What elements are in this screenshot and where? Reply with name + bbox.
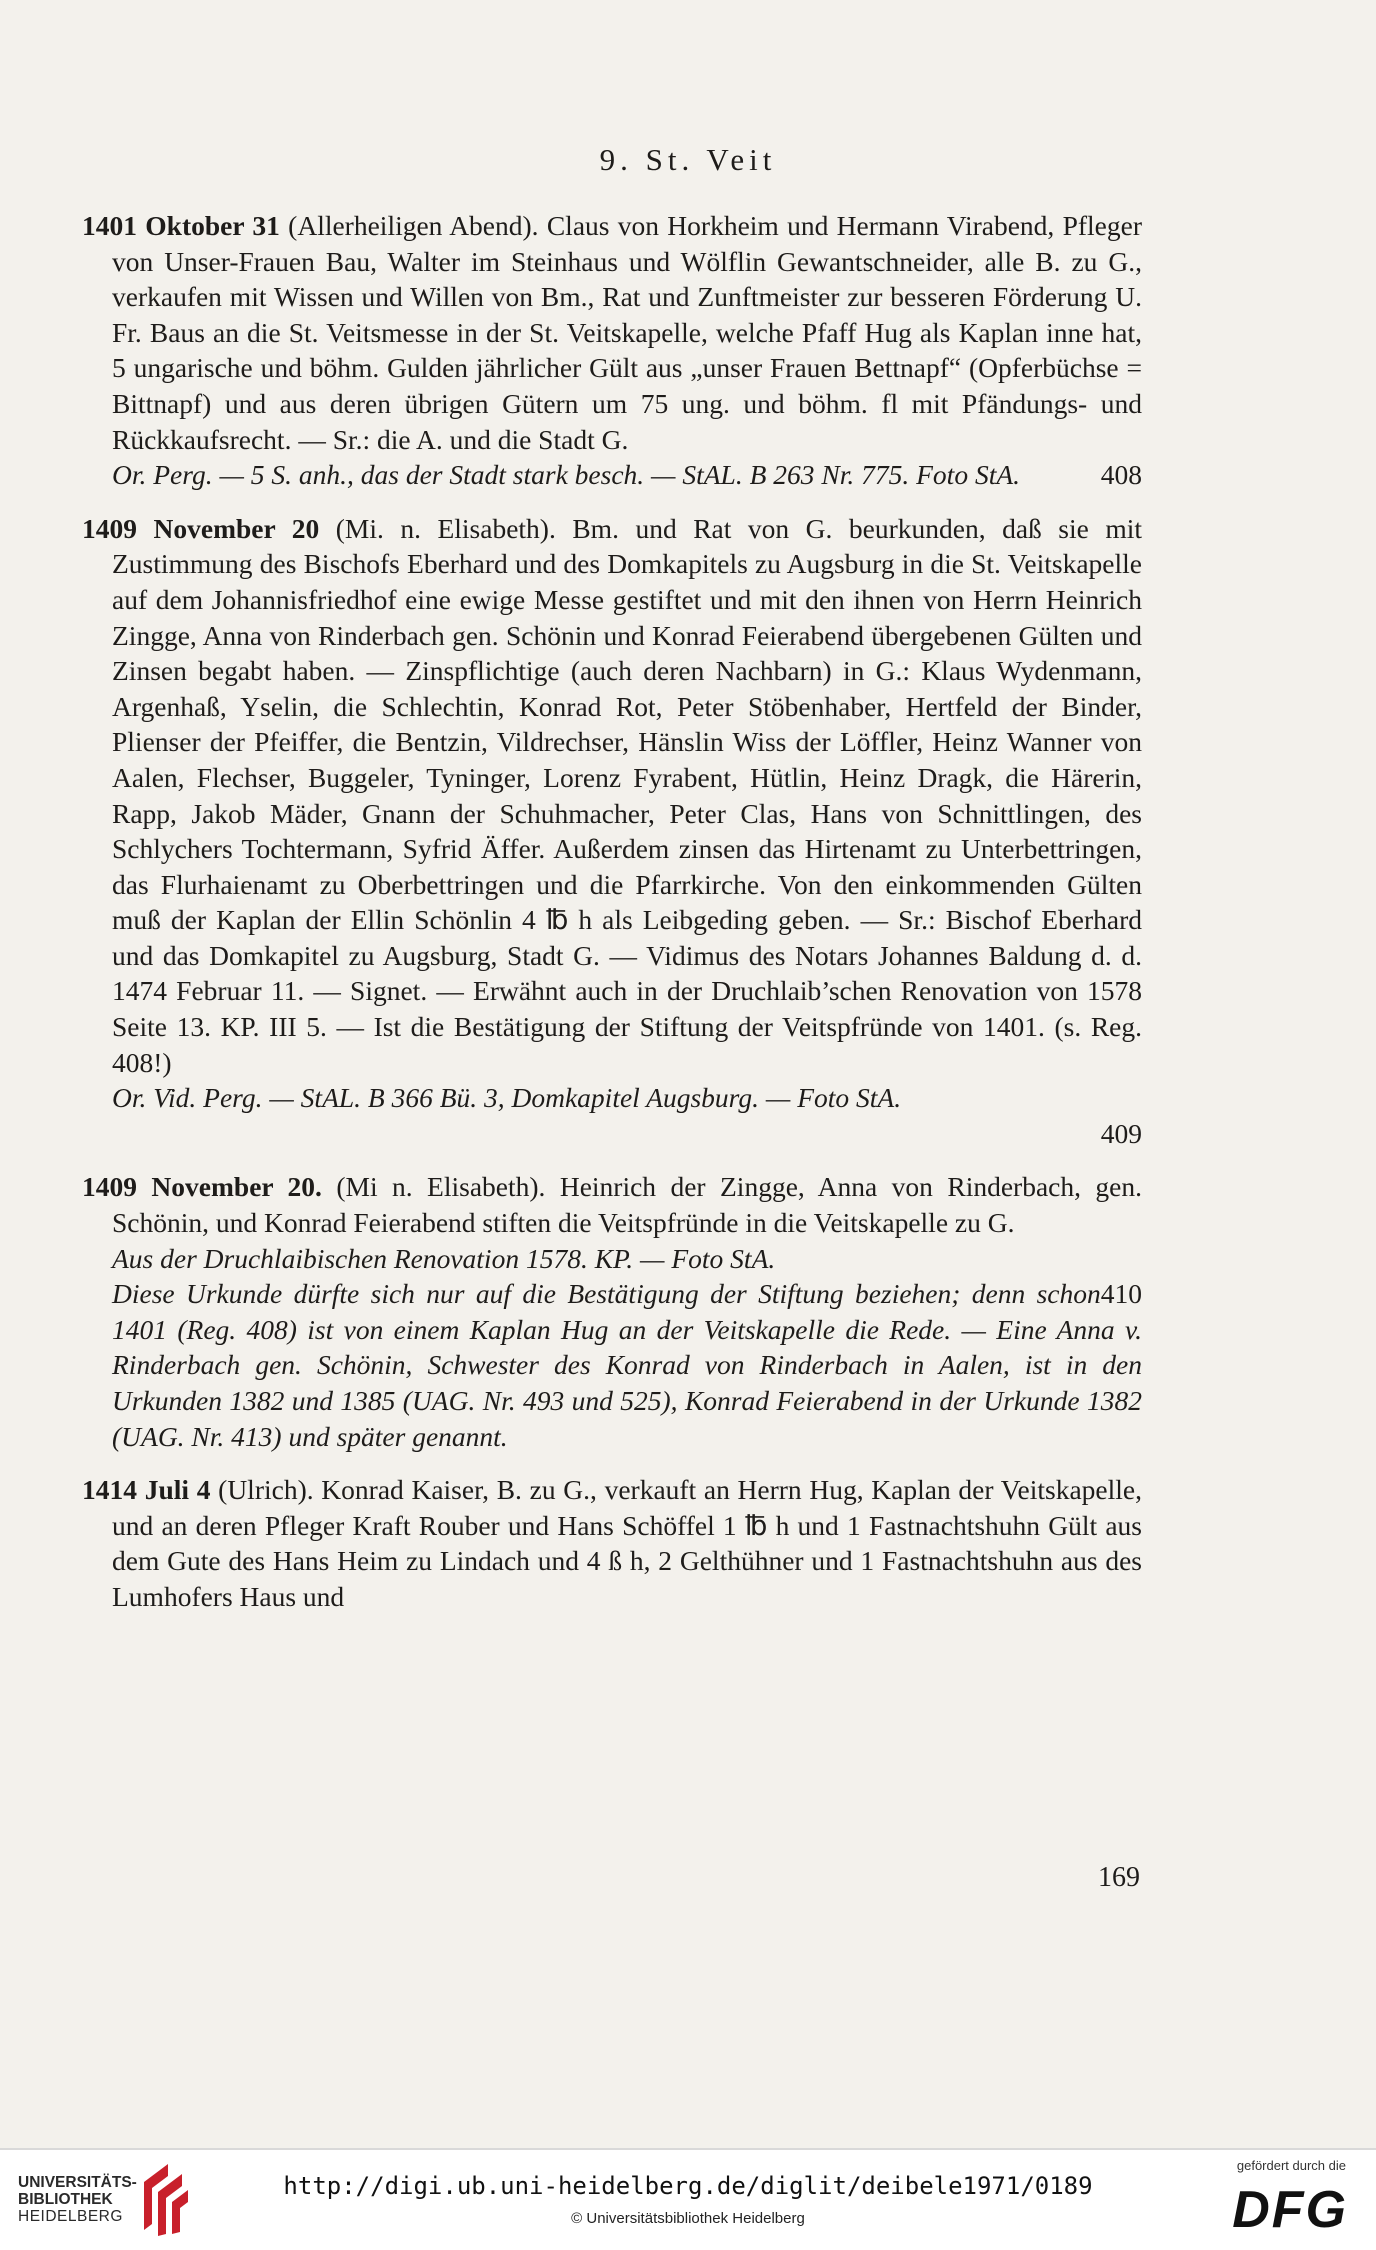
- regest-body: (Mi n. Elisabeth). Heinrich der Zingge, Anna von Rinderbach, gen. Schönin, und Konrad Feierabend stiften die Veitspfründe in die Veitskapelle zu G.: [112, 1171, 1142, 1239]
- regest-entry: [82, 208, 1142, 493]
- regest-number: 408: [1100, 459, 1142, 491]
- regest-number: 409: [1100, 1117, 1142, 1149]
- regest-entry: [82, 511, 1142, 1152]
- library-name-line2: BIBLIOTHEK: [18, 2191, 113, 2208]
- note-text: Diese Urkunde dürfte sich nur auf die Bestätigung der Stiftung beziehen; denn schon 1401 (Reg. 408) ist von einem Kaplan Hug an der Veitskapelle die Rede. — Eine Anna v. Rinderbach gen. Schönin, Schwester des Konrad von Rinderbach in Aalen, ist in den Urkunden 1382 und 1385 (UAG. Nr. 493 und 525), Konrad Feierabend in der Urkunde 1382 (UAG. Nr. 413) und später genannt.: [112, 1278, 1142, 1452]
- regest-text: [82, 511, 1142, 1081]
- library-name-line3: HEIDELBERG: [18, 2208, 123, 2225]
- viewer-footer: [0, 2148, 1376, 2250]
- regest-source: [82, 457, 1142, 493]
- regest-date: 1414 Juli 4: [82, 1474, 211, 1506]
- dfg-logo[interactable]: DFG: [1232, 2181, 1348, 2239]
- regest-source: Aus der Druchlaibischen Renovation 1578. KP. — Foto StA.: [112, 1242, 776, 1274]
- library-name-line1: UNIVERSITÄTS-: [18, 2174, 137, 2191]
- regest-source: Or. Vid. Perg. — StAL. B 366 Bü. 3, Domkapitel Augsburg. — Foto StA.: [112, 1082, 902, 1114]
- regest-body: (Allerheiligen Abend). Claus von Horkheim und Hermann Virabend, Pfleger von Unser-Frauen Bau, Walter im Steinhaus und Wölflin Gewantschneider, alle B. zu G., verkaufen mit Wissen und Willen von Bm., Rat und Zunftmeister zur besseren Förderung U. Fr. Baus an die St. Veitsmesse in der St. Veitskapelle, welche Pfaff Hug als Kaplan inne hat, 5 ungarische und böhm. Gulden jährlicher Gült aus „unser Frauen Bettnapf“ (Opferbüchse = Bittnapf) und aus deren übrigen Gütern um 75 ung. und böhm. fl mit Pfändungs- und Rückkaufsrecht. — Sr.: die A. und die Stadt G.: [112, 210, 1142, 455]
- regest-note: [82, 1276, 1142, 1454]
- funding-label: gefördert durch die: [1236, 2158, 1346, 2173]
- regest-text: [82, 1472, 1142, 1614]
- regest-date: 1409 November 20: [82, 512, 320, 544]
- source-text: Or. Perg. — 5 S. anh., das der Stadt stark besch. — StAL. B 263 Nr. 775. Foto StA.: [112, 459, 1021, 491]
- copyright-notice: © Universitätsbibliothek Heidelberg: [571, 2210, 805, 2227]
- regest-body: (Ulrich). Konrad Kaiser, B. zu G., verkauft an Herrn Hug, Kaplan der Veitskapelle, und an deren Pfleger Kraft Rouber und Hans Schöffel 1 ℔ h und 1 Fastnachtshuhn Gült aus dem Gute des Hans Heim zu Lindach und 4 ß h, 2 Gelthühner und 1 Fastnachtshuhn aus des Lumhofers Haus und: [112, 1474, 1142, 1612]
- running-head: 9. St. Veit: [599, 142, 777, 177]
- regest-entry: [82, 1472, 1142, 1614]
- regest-list: [82, 208, 1142, 1633]
- regest-number: 410: [1100, 1278, 1142, 1310]
- permalink-url[interactable]: http://digi.ub.uni-heidelberg.de/diglit/deibele1971/0189: [283, 2172, 1093, 2200]
- regest-text: [82, 208, 1142, 457]
- regest-date: 1409 November 20.: [82, 1171, 322, 1203]
- regest-entry: [82, 1169, 1142, 1454]
- regest-body: (Mi. n. Elisabeth). Bm. und Rat von G. beurkunden, daß sie mit Zustimmung des Bischofs Eberhard und des Domkapitels zu Augsburg in die St. Veitskapelle auf dem Johannisfriedhof eine ewige Messe gestiftet und mit den ihnen von Herrn Heinrich Zingge, Anna von Rinderbach gen. Schönin und Konrad Feierabend übergebenen Gülten und Zinsen begabt haben. — Zinspflichtige (auch deren Nachbarn) in G.: Klaus Wydenmann, Argenhaß, Yselin, die Schlechtin, Konrad Rot, Peter Stöbenhaber, Hertfeld der Binder, Plienser der Pfeiffer, die Bentzin, Vildrechser, Hänslin Wiss der Löffler, Heinz Wanner von Aalen, Flechser, Buggeler, Tyninger, Lorenz Fyrabent, Hütlin, Heinz Dragk, die Härerin, Rapp, Jakob Mäder, Gnann der Schuhmacher, Peter Clas, Hans von Schnittlingen, des Schlychers Tochtermann, Syfrid Äffer. Außerdem zinsen das Hirtenamt zu Unterbettringen, das Flurhaienamt zu Oberbettringen und die Pfarrkirche. Von den einkommenden Gülten muß der Kaplan der Ellin Schönlin 4 ℔ h als Leibgeding geben. — Sr.: Bischof Eberhard und das Domkapitel zu Augsburg, Stadt G. — Vidimus des Notars Johannes Baldung d. d. 1474 Februar 11. — Signet. — Erwähnt auch in der Druchlaib’schen Renovation von 1578 Seite 13. KP. III 5. — Ist die Bestätigung der Stiftung der Veitspfründe von 1401. (s. Reg. 408!): [112, 512, 1143, 1078]
- page-number: 169: [1098, 1862, 1140, 1893]
- footer-divider: [0, 2148, 1376, 2150]
- regest-date: 1401 Oktober 31: [82, 210, 280, 241]
- regest-text: [82, 1169, 1142, 1240]
